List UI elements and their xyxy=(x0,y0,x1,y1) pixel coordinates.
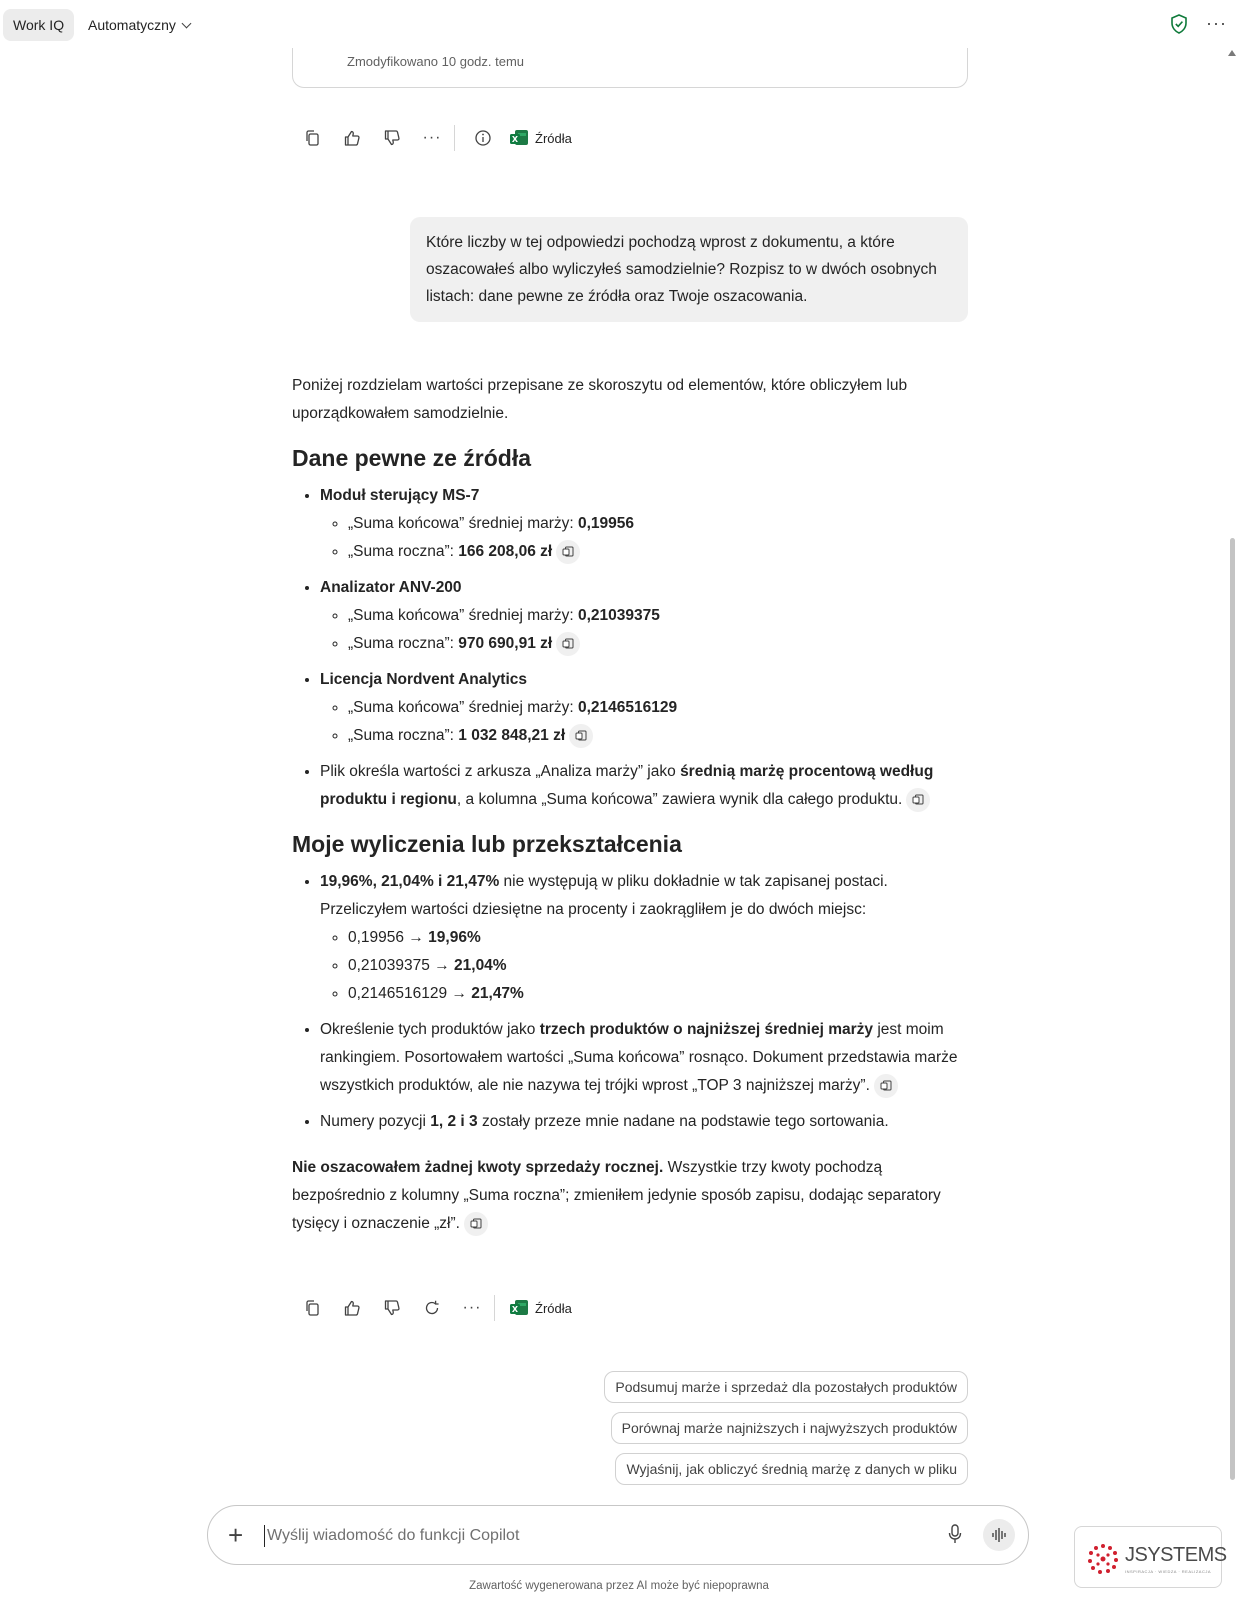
product-name: Licencja Nordvent Analytics xyxy=(320,671,528,688)
assistant-answer xyxy=(292,372,972,1252)
list-item: ◦ „Suma końcowa” średniej marży: 0,2146516129 xyxy=(348,694,972,722)
thumbs-up-icon[interactable] xyxy=(332,1292,372,1324)
copy-icon[interactable] xyxy=(292,1292,332,1324)
scroll-up-arrow[interactable] xyxy=(1228,50,1236,56)
list-item: • 19,96%, 21,04% i 21,47% nie występują w pliku dokładnie w tak zapisanej postaci. Przeliczyłem wartości dziesiętne na procenty i zaokrągliłem je do dwóch miejsc: ◦ 0,19956 → 19,96% ◦ 0,21039375 → 21,04% ◦ 0,2146516129 → 21,47% xyxy=(320,868,972,1008)
sure-data-list xyxy=(292,482,972,814)
response-actions-top xyxy=(292,122,578,154)
microphone-icon[interactable] xyxy=(948,1523,962,1545)
regenerate-icon[interactable] xyxy=(412,1292,452,1324)
thumbs-down-icon[interactable] xyxy=(372,1292,412,1324)
list-item: • Plik określa wartości z arkusza „Analiza marży” jako średnią marżę procentową według produktu i regionu, a kolumna „Suma końcowa” zawiera wynik dla całego produktu. xyxy=(320,758,972,814)
list-item: ◦ „Suma końcowa” średniej marży: 0,21039375 xyxy=(348,602,972,630)
citation-icon[interactable] xyxy=(556,540,580,564)
message-composer[interactable] xyxy=(207,1505,1029,1565)
voice-mode-icon[interactable] xyxy=(983,1519,1015,1551)
add-attachment-icon[interactable]: + xyxy=(228,1520,244,1550)
suggestion-chip[interactable]: Porównaj marże najniższych i najwyższych produktów xyxy=(611,1412,968,1444)
list-item xyxy=(320,574,972,658)
list-item: ◦ „Suma końcowa” średniej marży: 0,19956 xyxy=(348,510,972,538)
top-bar xyxy=(0,0,1238,48)
heading-sure-data: Dane pewne ze źródła xyxy=(292,445,532,471)
mode-label: Automatyczny xyxy=(88,17,176,33)
product-name: Moduł sterujący MS-7 xyxy=(320,487,480,504)
work-iq-button[interactable]: Work IQ xyxy=(3,9,74,41)
logo-word: JSYSTEMS xyxy=(1125,1544,1227,1566)
suggestion-chip[interactable]: Podsumuj marże i sprzedaż dla pozostałych produktów xyxy=(604,1371,968,1403)
chevron-down-icon xyxy=(181,19,191,29)
thumbs-down-icon[interactable] xyxy=(372,122,412,154)
list-item: ◦ 0,21039375 → 21,04% xyxy=(348,952,972,980)
divider xyxy=(454,125,455,151)
more-options-icon[interactable]: ··· xyxy=(1206,13,1227,33)
divider xyxy=(494,1295,495,1321)
user-message: Które liczby w tej odpowiedzi pochodzą wprost z dokumentu, a które oszacowałeś albo wyliczyłeś samodzielnie? Rozpisz to w dwóch osobnych listach: dane pewne ze źródła oraz Twoje oszacowania. xyxy=(410,217,968,322)
svg-text:X: X xyxy=(511,1305,519,1314)
citation-icon[interactable] xyxy=(464,1212,488,1236)
thumbs-up-icon[interactable] xyxy=(332,122,372,154)
info-icon[interactable] xyxy=(463,122,503,154)
my-calculations-list xyxy=(292,868,972,1136)
answer-final-note: Nie oszacowałem żadnej kwoty sprzedaży rocznej. Wszystkie trzy kwoty pochodzą bezpośrednio z kolumny „Suma roczna”; zmieniłem jedynie sposób zapisu, dodając separatory tysięcy i oznaczenie „zł”. xyxy=(292,1154,972,1238)
heading-my-calculations: Moje wyliczenia lub przekształcenia xyxy=(292,831,682,857)
sources-label: Źródła xyxy=(535,130,572,146)
copy-icon[interactable] xyxy=(292,122,332,154)
mode-dropdown[interactable] xyxy=(88,9,190,41)
citation-icon[interactable] xyxy=(874,1074,898,1098)
product-name: Analizator ANV-200 xyxy=(320,579,462,596)
ai-disclaimer: Zawartość wygenerowana przez AI może być niepoprawna xyxy=(469,1580,769,1592)
file-modified-time: Zmodyfikowano 10 godz. temu xyxy=(347,54,525,69)
list-item: • Numery pozycji 1, 2 i 3 zostały przeze mnie nadane na podstawie tego sortowania. xyxy=(320,1108,972,1136)
svg-text:X: X xyxy=(511,135,519,144)
citation-icon[interactable] xyxy=(906,788,930,812)
excel-icon xyxy=(509,129,529,147)
sources-label: Źródła xyxy=(535,1300,572,1316)
citation-icon[interactable] xyxy=(556,632,580,656)
message-input[interactable]: Wyślij wiadomość do funkcji Copilot xyxy=(264,1525,519,1547)
list-item xyxy=(320,482,972,566)
more-actions-icon[interactable]: ··· xyxy=(422,129,442,146)
list-item: • Określenie tych produktów jako trzech produktów o najniższej średniej marży jest moim rankingiem. Posortowałem wartości „Suma końcowa” rosnąco. Dokument przedstawia marże wszystkich produktów, ale nie nazywa tej trójki wprost „TOP 3 najniższej marży”. xyxy=(320,1016,972,1100)
shield-check-icon[interactable] xyxy=(1170,14,1188,34)
sources-button[interactable] xyxy=(503,1292,578,1324)
list-item: ◦ „Suma roczna”: 1 032 848,21 zł xyxy=(348,722,972,750)
more-actions-icon[interactable]: ··· xyxy=(462,1299,482,1316)
sources-button[interactable] xyxy=(503,122,578,154)
excel-icon xyxy=(509,1299,529,1317)
suggestion-chip[interactable]: Wyjaśnij, jak obliczyć średnią marżę z danych w pliku xyxy=(615,1453,968,1485)
list-item: ◦ „Suma roczna”: 166 208,06 zł xyxy=(348,538,972,566)
list-item xyxy=(320,666,972,750)
logo-mark-icon xyxy=(1087,1543,1119,1575)
logo-tagline: INSPIRACJA · WIEDZA · REALIZACJA xyxy=(1125,1569,1212,1574)
scrollbar-thumb[interactable] xyxy=(1230,538,1235,1480)
response-actions-bottom xyxy=(292,1292,578,1324)
suggestion-chips xyxy=(604,1371,968,1485)
list-item: ◦ 0,19956 → 19,96% xyxy=(348,924,972,952)
citation-icon[interactable] xyxy=(569,724,593,748)
list-item: ◦ „Suma roczna”: 970 690,91 zł xyxy=(348,630,972,658)
jsystems-logo xyxy=(1074,1526,1227,1588)
list-item: ◦ 0,2146516129 → 21,47% xyxy=(348,980,972,1008)
answer-intro: Poniżej rozdzielam wartości przepisane ze skoroszytu od elementów, które obliczyłem lub uporządkowałem samodzielnie. xyxy=(292,377,908,422)
